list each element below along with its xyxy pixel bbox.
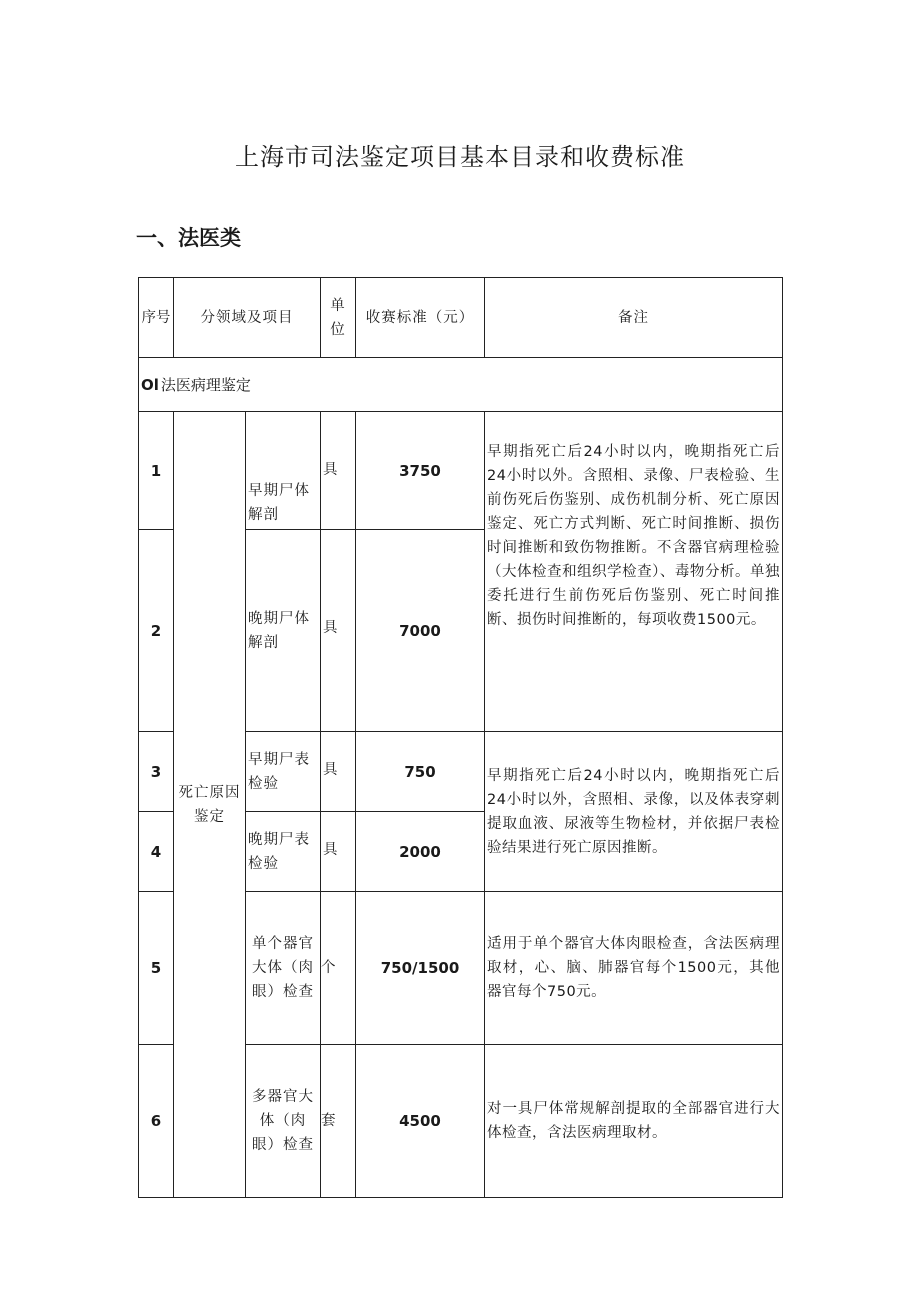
row-item: 多器官大体（肉眼）检查 — [246, 1045, 321, 1198]
row-item: 晚期尸表检验 — [246, 812, 321, 892]
row-unit: 具 — [321, 412, 356, 530]
row-unit: 具 — [321, 530, 356, 732]
row-item: 单个器官大体（肉眼）检查 — [246, 892, 321, 1045]
row-price: 7000 — [356, 530, 485, 732]
header-item: 分领域及项目 — [174, 278, 321, 358]
row-note: 早期指死亡后24小时以内，晚期指死亡后24小时以外，含照相、录像，以及体表穿刺提取血液、尿液等生物检材，并依据尸表检验结果进行死亡原因推断。 — [485, 732, 783, 892]
subsection-row — [139, 358, 783, 412]
row-item: 早期尸表检验 — [246, 732, 321, 812]
row-unit: 具 — [321, 732, 356, 812]
row-no: 1 — [139, 412, 174, 530]
domain-cell: 死亡原因鉴定 — [174, 412, 246, 1198]
header-no: 序号 — [139, 278, 174, 358]
row-no: 4 — [139, 812, 174, 892]
header-unit: 单位 — [321, 278, 356, 358]
row-no: 3 — [139, 732, 174, 812]
fee-table — [138, 277, 783, 1198]
row-unit: 套 — [321, 1045, 356, 1198]
row-note: 对一具尸体常规解剖提取的全部器官进行大体检查，含法医病理取材。 — [485, 1045, 783, 1198]
row-note: 适用于单个器官大体肉眼检查，含法医病理取材，心、脑、肺器官每个1500元，其他器官每个750元。 — [485, 892, 783, 1045]
section-heading: 一、法医类 — [136, 226, 241, 250]
page-title: 上海市司法鉴定项目基本目录和收费标准 — [235, 143, 685, 171]
table-header-row — [139, 278, 783, 358]
header-note: 备注 — [485, 278, 783, 358]
row-no: 6 — [139, 1045, 174, 1198]
row-note: 早期指死亡后24小时以内，晚期指死亡后24小时以外。含照相、录像、尸表检验、生前伤死后伤鉴别、成伤机制分析、死亡原因鉴定、死亡方式判断、死亡时间推断、损伤时间推断和致伤物推断。不含器官病理检验（大体检查和组织学检查）、毒物分析。单独委托进行生前伤死后伤鉴别、死亡时间推断、损伤时间推断的，每项收费1500元。 — [485, 412, 783, 732]
row-price: 3750 — [356, 412, 485, 530]
row-price: 750/1500 — [356, 892, 485, 1045]
row-price: 4500 — [356, 1045, 485, 1198]
row-item: 晚期尸体解剖 — [246, 530, 321, 732]
header-price: 收赛标准（元） — [356, 278, 485, 358]
subsection-code: Ol — [141, 375, 159, 394]
table-row — [139, 412, 783, 530]
row-price: 2000 — [356, 812, 485, 892]
row-unit: 具 — [321, 812, 356, 892]
row-price: 750 — [356, 732, 485, 812]
subsection-name: 法医病理鉴定 — [160, 375, 251, 394]
row-unit: 个 — [321, 892, 356, 1045]
row-no: 2 — [139, 530, 174, 732]
row-item: 早期尸体解剖 — [246, 412, 321, 530]
row-no: 5 — [139, 892, 174, 1045]
subsection-title — [139, 358, 783, 412]
